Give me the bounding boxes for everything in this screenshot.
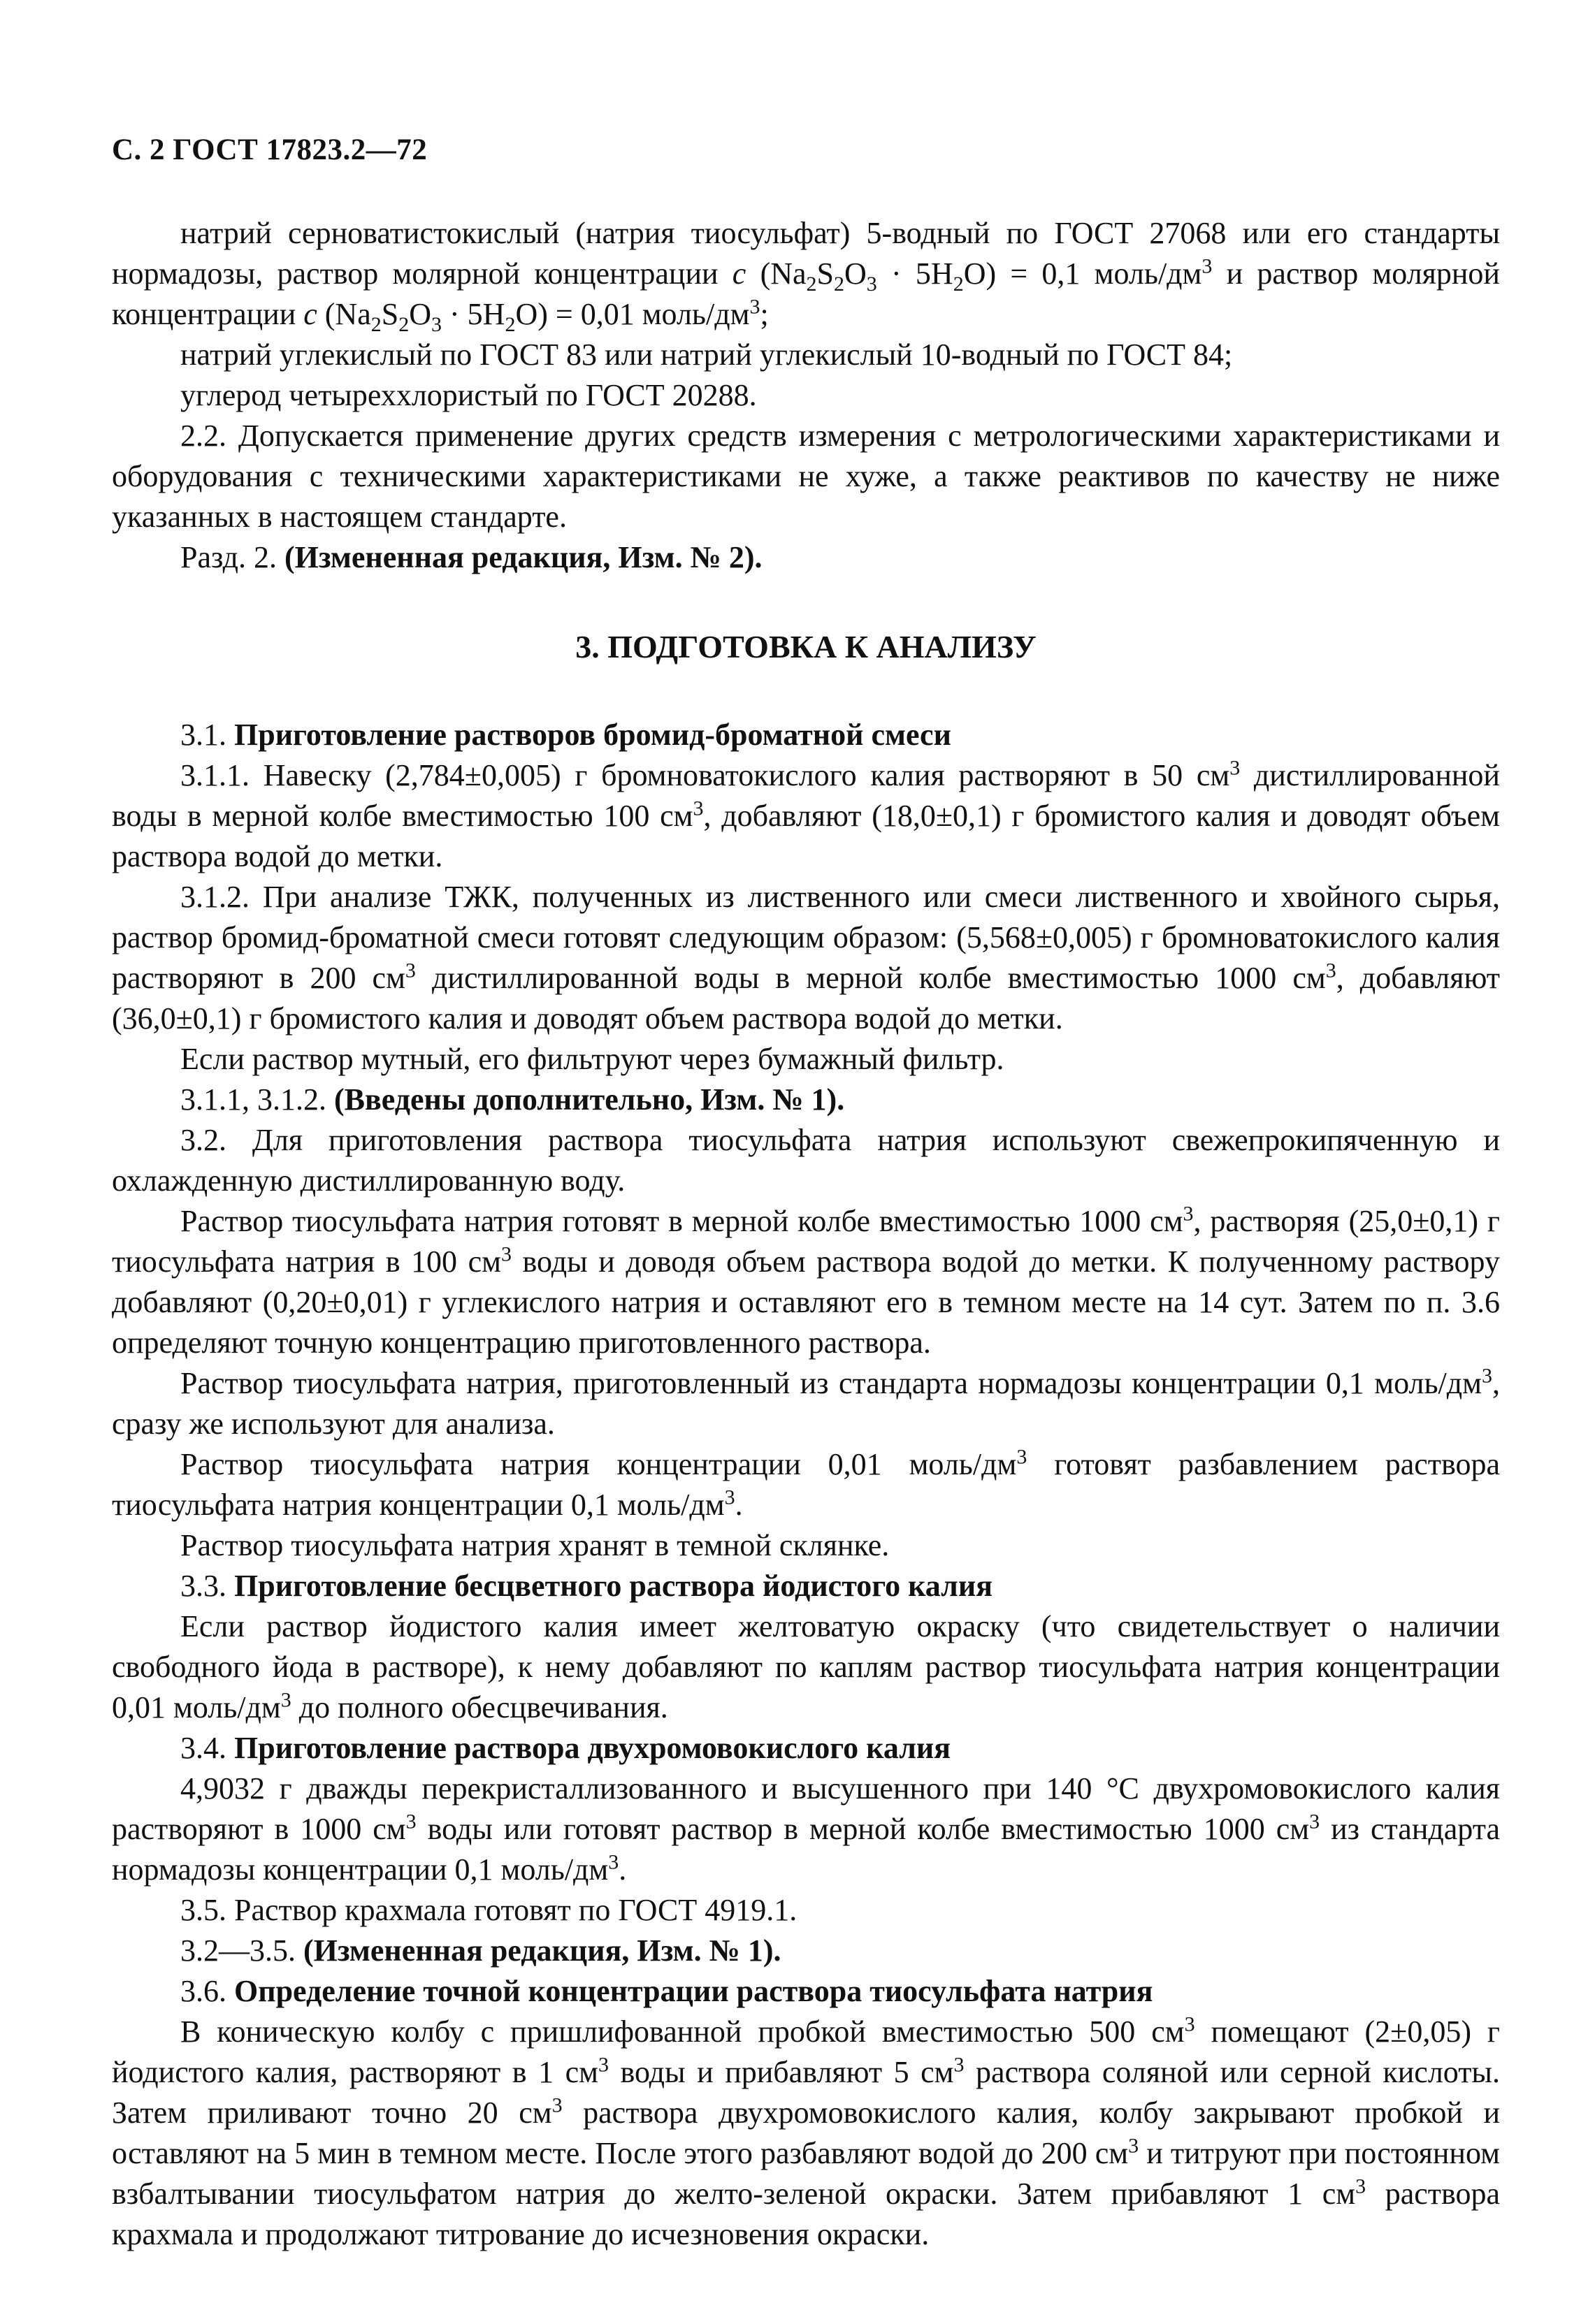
text-run: 3.2—3.5. xyxy=(180,1933,303,1968)
superscript: 3 xyxy=(1482,1364,1492,1388)
heading-3-3 xyxy=(112,1566,1500,1606)
text-run: и раствор молярной концентрации xyxy=(112,256,1500,331)
paragraph-reagent-thiosulfate xyxy=(112,213,1500,335)
superscript: 3 xyxy=(500,1242,512,1266)
subscript: 2 xyxy=(953,272,964,296)
superscript: 3 xyxy=(608,1850,619,1874)
paragraph-3-2-normadose xyxy=(112,1363,1500,1444)
subscript: 2 xyxy=(834,272,845,296)
italic-run: c xyxy=(303,297,317,331)
paragraph-3-1-2 xyxy=(112,877,1500,1039)
text-run: (Na xyxy=(746,256,807,291)
superscript: 3 xyxy=(1128,2134,1139,2158)
text-run: 4,9032 г дважды перекристаллизованного и высушенного при 140 °С двухромовокислого калия растворяют в 1000 см xyxy=(112,1771,1500,1846)
superscript: 3 xyxy=(280,1688,291,1712)
text-run: ; xyxy=(760,297,769,331)
superscript: 3 xyxy=(551,2093,563,2117)
section-title-3: 3. ПОДГОТОВКА К АНАЛИЗУ xyxy=(575,629,1037,664)
subscript: 2 xyxy=(806,272,817,296)
paragraph-reagent-carbon-tetrachloride: углерод четыреххлористый по ГОСТ 20288. xyxy=(180,378,757,412)
subscript: 2 xyxy=(505,312,516,336)
bold-run: Приготовление бесцветного раствора йодистого калия xyxy=(234,1569,993,1603)
bold-run: Определение точной концентрации раствора тиосульфата натрия xyxy=(234,1974,1153,2008)
superscript: 3 xyxy=(749,295,760,319)
superscript: 3 xyxy=(1016,1445,1027,1469)
text-run: (Na xyxy=(317,297,371,331)
italic-run: c xyxy=(732,256,746,291)
text-run: 3.1.1, 3.1.2. xyxy=(180,1082,334,1117)
paragraph-3-3 xyxy=(112,1606,1500,1728)
amendment-note-3-1 xyxy=(112,1080,1500,1120)
paragraph-3-6 xyxy=(112,2012,1500,2255)
paragraph-reagent-sodium-carbonate: натрий углекислый по ГОСТ 83 или натрий углекислый 10-водный по ГОСТ 84; xyxy=(180,337,1233,372)
text-run: 3.4. xyxy=(180,1731,234,1765)
superscript: 3 xyxy=(598,2053,609,2077)
heading-3-4 xyxy=(112,1728,1500,1769)
bold-run: (Измененная редакция, Изм. № 2). xyxy=(284,540,763,574)
superscript: 3 xyxy=(1309,1810,1320,1833)
paragraph-3-5: 3.5. Раствор крахмала готовят по ГОСТ 4919.1. xyxy=(180,1893,798,1927)
text-run: O xyxy=(409,297,432,331)
amendment-note-3-2-3-5 xyxy=(112,1931,1500,1971)
text-run: раствора двухромовокислого калия, колбу закрывают пробкой и оставляют на 5 мин в темном месте. После этого разбавляют водой до 200 см xyxy=(112,2096,1501,2170)
superscript: 3 xyxy=(405,1810,417,1833)
heading-3-6 xyxy=(112,1971,1500,2012)
text-run: 3.3. xyxy=(180,1569,234,1603)
text-run: воды или готовят раствор в мерной колбе вместимостью 1000 см xyxy=(416,1812,1310,1846)
paragraph-3-4 xyxy=(112,1769,1500,1890)
bold-run: Приготовление растворов бромид-броматной смеси xyxy=(234,718,951,752)
amendment-note-section-2 xyxy=(112,537,1500,578)
text-run: В коническую колбу с пришлифованной пробкой вместимостью 500 см xyxy=(180,2014,1185,2049)
text-run: . xyxy=(619,1852,627,1887)
subscript: 2 xyxy=(398,312,410,336)
text-run: натрий серноватистокислый (натрия тиосульфат) 5-водный по ГОСТ 27068 или его стандарты нормадозы, раствор молярной концентрации xyxy=(112,216,1500,291)
text-run: , добавляют (36,0±0,1) г бромистого калия и доводят объем раствора водой до метки. xyxy=(112,961,1500,1036)
text-run: дистиллированной воды в мерной колбе вместимостью 100 см xyxy=(112,758,1500,833)
superscript: 3 xyxy=(693,797,704,820)
text-run: Раствор тиосульфата натрия готовят в мерной колбе вместимостью 1000 см xyxy=(180,1204,1183,1238)
text-run: , растворяя (25,0±0,1) г тиосульфата натрия в 100 см xyxy=(112,1204,1500,1279)
text-run: воды и доводя объем раствора водой до метки. К полученному раствору добавляют (0,20±0,01) г углекислого натрия и оставляют его в темном месте на 14 сут. Затем по п. 3.6 определяют точную концентрацию приготовленного раствора. xyxy=(112,1244,1500,1360)
text-run: из стандарта нормадозы концентрации 0,1 моль/дм xyxy=(112,1812,1501,1887)
text-run: · 5H xyxy=(442,297,505,331)
text-run: , сразу же используют для анализа. xyxy=(112,1366,1500,1441)
superscript: 3 xyxy=(1201,254,1213,278)
paragraph-3-2: 3.2. Для приготовления раствора тиосульфата натрия используют свежепрокипяченную и охлажденную дистиллированную воду. xyxy=(112,1123,1500,1198)
text-run: 3.1.2. При анализе ТЖК, полученных из лиственного или смеси лиственного и хвойного сырья, раствор бромид-броматной смеси готовят следующим образом: (5,568±0,005) г бромноватокислого калия растворяют в 200 см xyxy=(112,880,1500,995)
text-run: 3.1. xyxy=(180,718,234,752)
text-run: Раствор тиосульфата натрия концентрации 0,01 моль/дм xyxy=(180,1447,1017,1481)
text-run: помещают (2±0,05) г йодистого калия, растворяют в 1 см xyxy=(112,2014,1500,2089)
text-run: 3.1.1. Навеску (2,784±0,005) г бромноватокислого калия растворяют в 50 см xyxy=(180,758,1230,792)
heading-3-1 xyxy=(112,715,1500,755)
page-header: С. 2 ГОСТ 17823.2—72 xyxy=(112,133,428,166)
text-run: и титруют при постоянном взбалтывании тиосульфатом натрия до желто-зеленой окраски. Затем прибавляют 1 см xyxy=(112,2136,1500,2211)
text-run: дистиллированной воды в мерной колбе вместимостью 1000 см xyxy=(415,961,1326,995)
superscript: 3 xyxy=(1325,959,1336,982)
subscript: 3 xyxy=(866,272,877,296)
paragraph-3-1-2-filter: Если раствор мутный, его фильтруют через бумажный фильтр. xyxy=(180,1042,1004,1076)
text-run: O) = 0,1 моль/дм xyxy=(963,256,1202,291)
text-run: воды и прибавляют 5 см xyxy=(608,2055,954,2089)
text-run: . xyxy=(735,1488,743,1522)
bold-run: (Введены дополнительно, Изм. № 1). xyxy=(334,1082,845,1117)
text-run: · 5H xyxy=(876,256,953,291)
superscript: 3 xyxy=(405,959,416,982)
paragraph-3-1-1 xyxy=(112,755,1500,877)
superscript: 3 xyxy=(724,1486,735,1509)
paragraph-3-2-storage: Раствор тиосульфата натрия хранят в темной склянке. xyxy=(180,1528,890,1562)
text-run: , добавляют (18,0±0,1) г бромистого калия и доводят объем раствора водой до метки. xyxy=(112,799,1501,873)
document-body xyxy=(112,213,1500,2255)
superscript: 3 xyxy=(1229,756,1241,780)
text-run: готовят разбавлением раствора тиосульфата натрия концентрации 0,1 моль/дм xyxy=(112,1447,1500,1522)
superscript: 3 xyxy=(1183,1202,1194,1226)
superscript: 3 xyxy=(1184,2012,1195,2036)
text-run: Если раствор йодистого калия имеет желтоватую окраску (что свидетельствует о наличии свободного йода в растворе), к нему добавляют по каплям раствор тиосульфата натрия концентрации 0,01 моль/дм xyxy=(112,1609,1500,1724)
text-run: Раствор тиосульфата натрия, приготовленный из стандарта нормадозы концентрации 0,1 моль/дм xyxy=(180,1366,1482,1400)
text-run: O xyxy=(844,256,867,291)
text-run: раствора соляной или серной кислоты. Затем приливают точно 20 см xyxy=(112,2055,1500,2130)
text-run: S xyxy=(381,297,399,331)
bold-run: Приготовление раствора двухромовокислого калия xyxy=(234,1731,951,1765)
paragraph-3-2-preparation xyxy=(112,1201,1500,1363)
superscript: 3 xyxy=(953,2053,965,2077)
text-run: 3.6. xyxy=(180,1974,234,2008)
text-run: Разд. 2. xyxy=(180,540,284,574)
bold-run: (Измененная редакция, Изм. № 1). xyxy=(303,1933,781,1968)
paragraph-2-2: 2.2. Допускается применение других средств измерения с метрологическими характеристиками и оборудования с техническими характеристиками не хуже, а также реактивов по качеству не ниже указанных в настоящем стандарте. xyxy=(112,419,1500,534)
text-run: O) = 0,01 моль/дм xyxy=(515,297,750,331)
text-run: S xyxy=(816,256,835,291)
superscript: 3 xyxy=(1355,2174,1366,2198)
text-run: до полного обесцвечивания. xyxy=(291,1690,668,1724)
paragraph-3-2-dilution xyxy=(112,1444,1500,1525)
text-run: раствора крахмала и продолжают титрование до исчезновения окраски. xyxy=(112,2177,1501,2251)
subscript: 3 xyxy=(431,312,442,336)
subscript: 2 xyxy=(370,312,382,336)
